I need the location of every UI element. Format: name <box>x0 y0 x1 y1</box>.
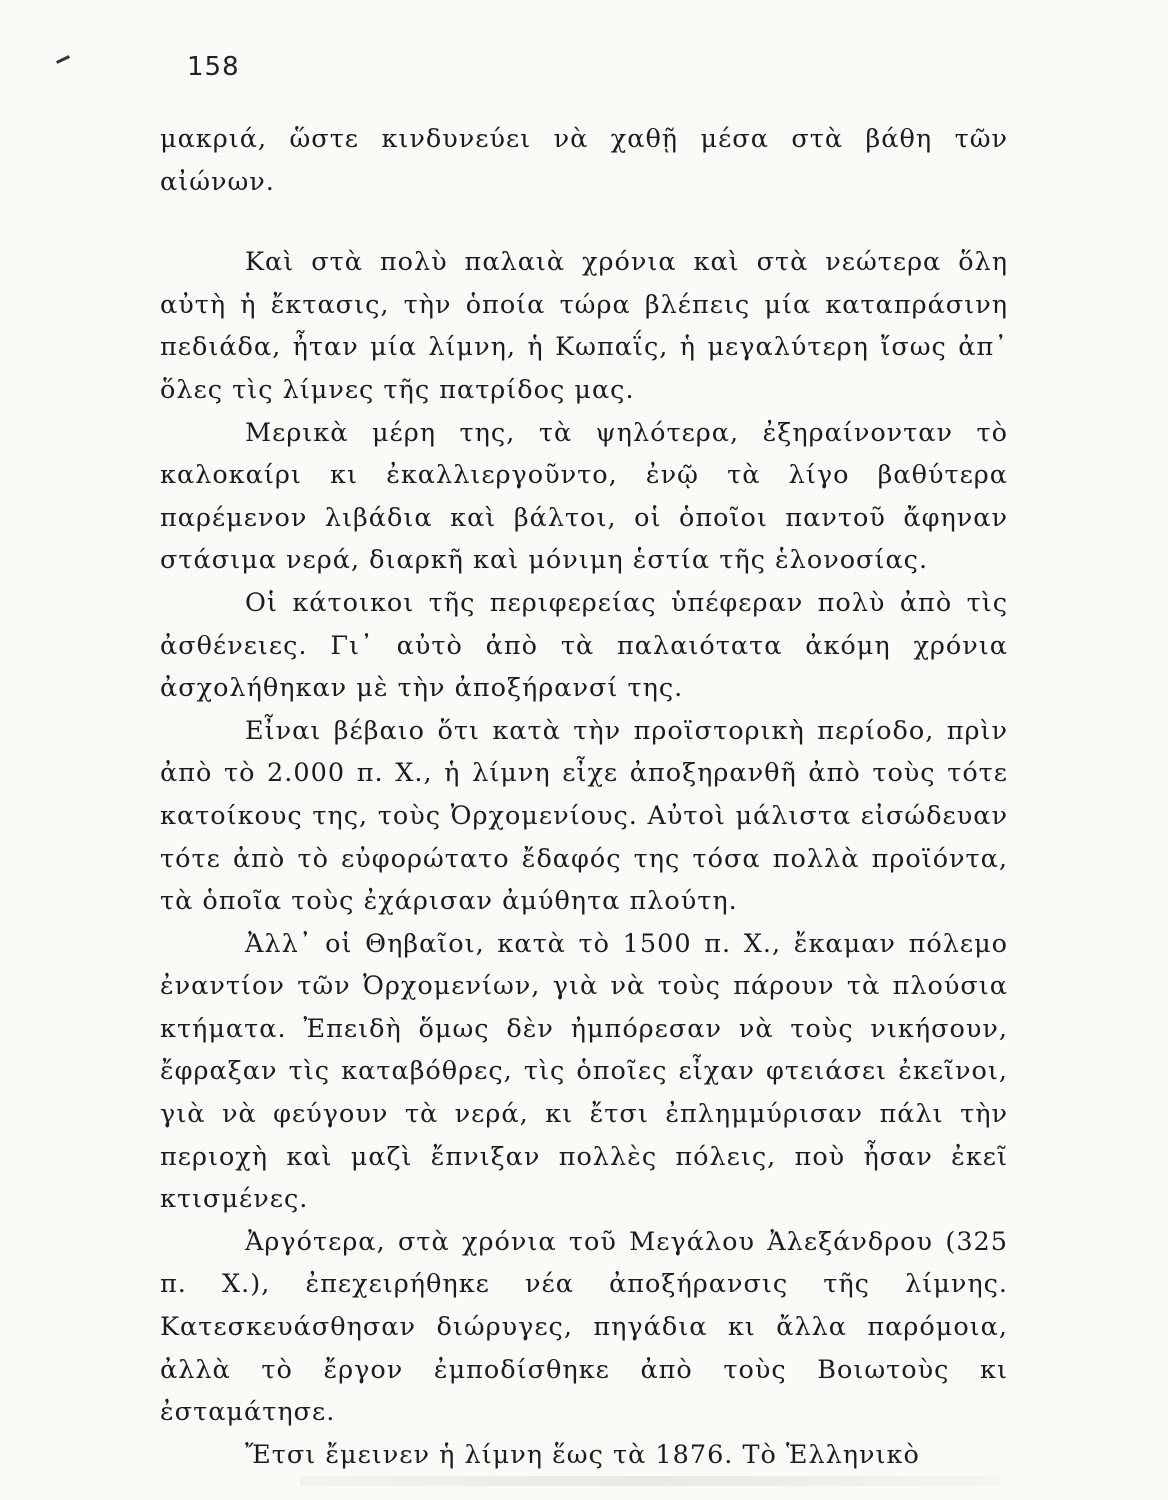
paragraph-continuation: μακριά, ὥστε κινδυνεύει νὰ χαθῇ μέσα στὰ βάθη τῶν αἰώνων. <box>160 124 1008 197</box>
corner-mark <box>56 55 70 64</box>
paragraph-prehistoric-drainage: Εἶναι βέβαιο ὅτι κατὰ τὴν προϊστορικὴ περίοδο, πρὶν ἀπὸ τὸ 2.000 π. Χ., ἡ λίμνη εἶχε ἀποξηρανθῆ ἀπὸ τοὺς τότε κατοίκους της, τοὺς Ὀρχομενίους. Αὐτοὶ μάλιστα εἰσώδευαν τότε ἀπὸ τὸ εὐφορώτατο ἔδαφός της τόσα πολλὰ προϊόντα, τὰ ὁποῖα τοὺς ἐχάρισαν ἀμύθητα πλούτη. <box>160 715 1008 917</box>
body-text <box>160 118 1008 1476</box>
page-number: 158 <box>187 52 240 82</box>
paragraph-kopais-lake: Καὶ στὰ πολὺ παλαιὰ χρόνια καὶ στὰ νεώτερα ὅλη αὐτὴ ἡ ἔκτασις, τὴν ὁποία τώρα βλέπεις μία καταπράσινη πεδιάδα, ἦταν μία λίμνη, ἡ Κωπαΐς, ἡ μεγαλύτερη ἴσως ἀπ᾿ ὅλες τὶς λίμνες τῆς πατρίδος μας. <box>160 247 1008 405</box>
paragraph-diseases: Οἱ κάτοικοι τῆς περιφερείας ὑπέφεραν πολὺ ἀπὸ τὶς ἀσθένειες. Γι᾿ αὐτὸ ἀπὸ τὰ παλαιότατα ἀκόμη χρόνια ἀσχολήθηκαν μὲ τὴν ἀποξήρανσί της. <box>160 587 1008 704</box>
paragraph-alexander-era: Ἀργότερα, στὰ χρόνια τοῦ Μεγάλου Ἀλεξάνδρου (325 π. Χ.), ἐπεχειρήθηκε νέα ἀποξήρανσις τῆς λίμνης. Κατεσκευάσθησαν διώρυγες, πηγάδια κι ἄλλα παρόμοια, ἀλλὰ τὸ ἔργον ἐμποδίσθηκε ἀπὸ τοὺς Βοιωτοὺς κι ἐσταμάτησε. <box>160 1226 1008 1428</box>
paragraph-until-1876: Ἔτσι ἔμεινεν ἡ λίμνη ἕως τὰ 1876. Τὸ Ἑλληνικὸ <box>245 1439 920 1470</box>
paragraph-thebans-war: Ἀλλ᾿ οἱ Θηβαῖοι, κατὰ τὸ 1500 π. Χ., ἔκαμαν πόλεμο ἐναντίον τῶν Ὀρχομενίων, γιὰ νὰ τοὺς πάρουν τὰ πλούσια κτήματα. Ἐπειδὴ ὅμως δὲν ἠμπόρεσαν νὰ τοὺς νικήσουν, ἔφραξαν τὶς καταβόθρες, τὶς ὁποῖες εἶχαν φτειάσει ἐκεῖνοι, γιὰ νὰ φεύγουν τὰ νερά, κι ἔτσι ἐπλημμύρισαν πάλι τὴν περιοχὴ καὶ μαζὶ ἔπνιξαν πολλὲς πόλεις, ποὺ ἦσαν ἐκεῖ κτισμένες. <box>160 928 1008 1215</box>
paragraph-marshes: Μερικὰ μέρη της, τὰ ψηλότερα, ἐξηραίνονταν τὸ καλοκαίρι κι ἐκαλλιεργοῦντο, ἐνῷ τὰ λίγο βαθύτερα παρέμενον λιβάδια καὶ βάλτοι, οἱ ὁποῖοι παντοῦ ἄφηναν στάσιμα νερά, διαρκῆ καὶ μόνιμη ἑστία τῆς ἑλονοσίας. <box>160 417 1008 576</box>
bleed-through-shadow <box>300 1476 1000 1486</box>
